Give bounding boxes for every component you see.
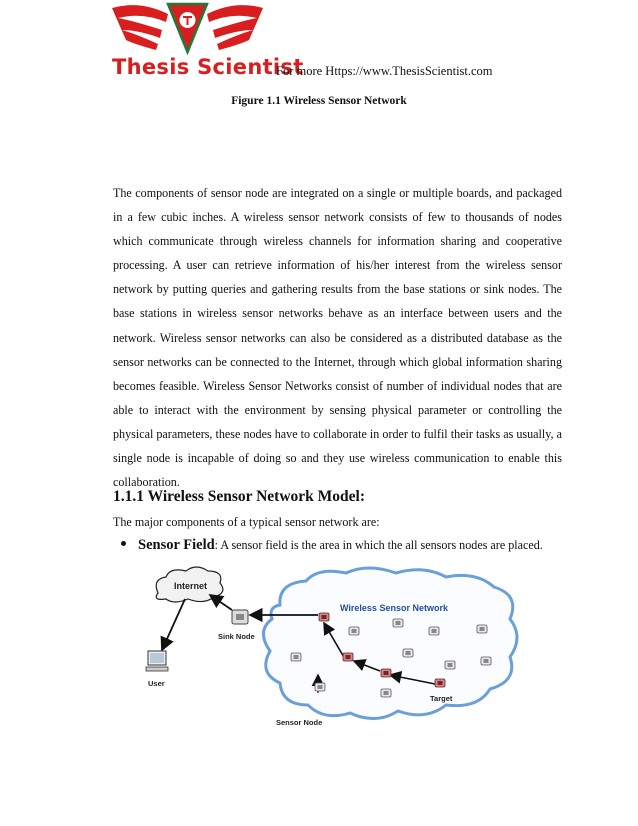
sensor-node: [291, 653, 301, 661]
user-computer-icon: [146, 651, 168, 671]
sensor-node: [403, 649, 413, 657]
active-node: [381, 669, 391, 677]
figure-caption: Figure 1.1 Wireless Sensor Network: [231, 95, 407, 107]
arrow-sink-internet: [210, 595, 232, 610]
sensor-node: [445, 661, 455, 669]
active-node: [343, 653, 353, 661]
intro-text: The major components of a typical sensor network are:: [113, 515, 380, 529]
internet-label: Internet: [174, 581, 208, 591]
bullet-dot-icon: [121, 541, 126, 546]
sensor-node-label: Sensor Node: [276, 718, 323, 727]
target-label: Target: [430, 694, 453, 703]
bullet-item: [121, 537, 543, 554]
arrow-internet-user: [162, 599, 185, 650]
sensor-node: [481, 657, 491, 665]
bullet-term: Sensor Field: [138, 537, 215, 553]
sensor-node: [381, 689, 391, 697]
section-heading: 1.1.1 Wireless Sensor Network Model:: [113, 488, 366, 505]
site-link[interactable]: For more Https://www.ThesisScientist.com: [276, 64, 493, 78]
target-node: [435, 679, 445, 687]
sink-node-label: Sink Node: [218, 632, 255, 641]
bullet-text: : A sensor field is the area in which the all sensors nodes are placed.: [214, 538, 543, 552]
logo-wordmark: Thesis Scientist: [112, 55, 304, 79]
sensor-node: [393, 619, 403, 627]
sensor-node: [349, 627, 359, 635]
sensor-node: [429, 627, 439, 635]
sensor-node: [477, 625, 487, 633]
sink-node: [232, 610, 248, 624]
sensor-node: [315, 683, 325, 691]
body-paragraph: The components of sensor node are integrated on a single or multiple boards, and packaged in a few cubic inches. A wireless sensor network consists of few to thousands of nodes which communicate through wireless channels for information sharing and cooperative processing. A user can retrieve information of his/her interest from the wireless sensor network by putting queries and gathering results from the base stations or sink nodes. The base stations in wireless sensor networks behave as an interface between users and the network. Wireless sensor networks can also be considered as a distributed database as the sensor networks can be connected to the Internet, through which global information sharing becomes feasible. Wireless Sensor Networks consist of number of individual nodes that are able to interact with the environment by sensing physical parameter or controlling the physical parameters, these nodes have to collaborate in order to fulfil their tasks as usually, a single node is incapable of doing so and they use wireless communication to enable this collaboration.: [113, 186, 562, 490]
wsn-diagram: [140, 565, 525, 730]
active-node: [319, 613, 329, 621]
user-label: User: [148, 679, 165, 688]
wsn-label: Wireless Sensor Network: [340, 603, 448, 613]
